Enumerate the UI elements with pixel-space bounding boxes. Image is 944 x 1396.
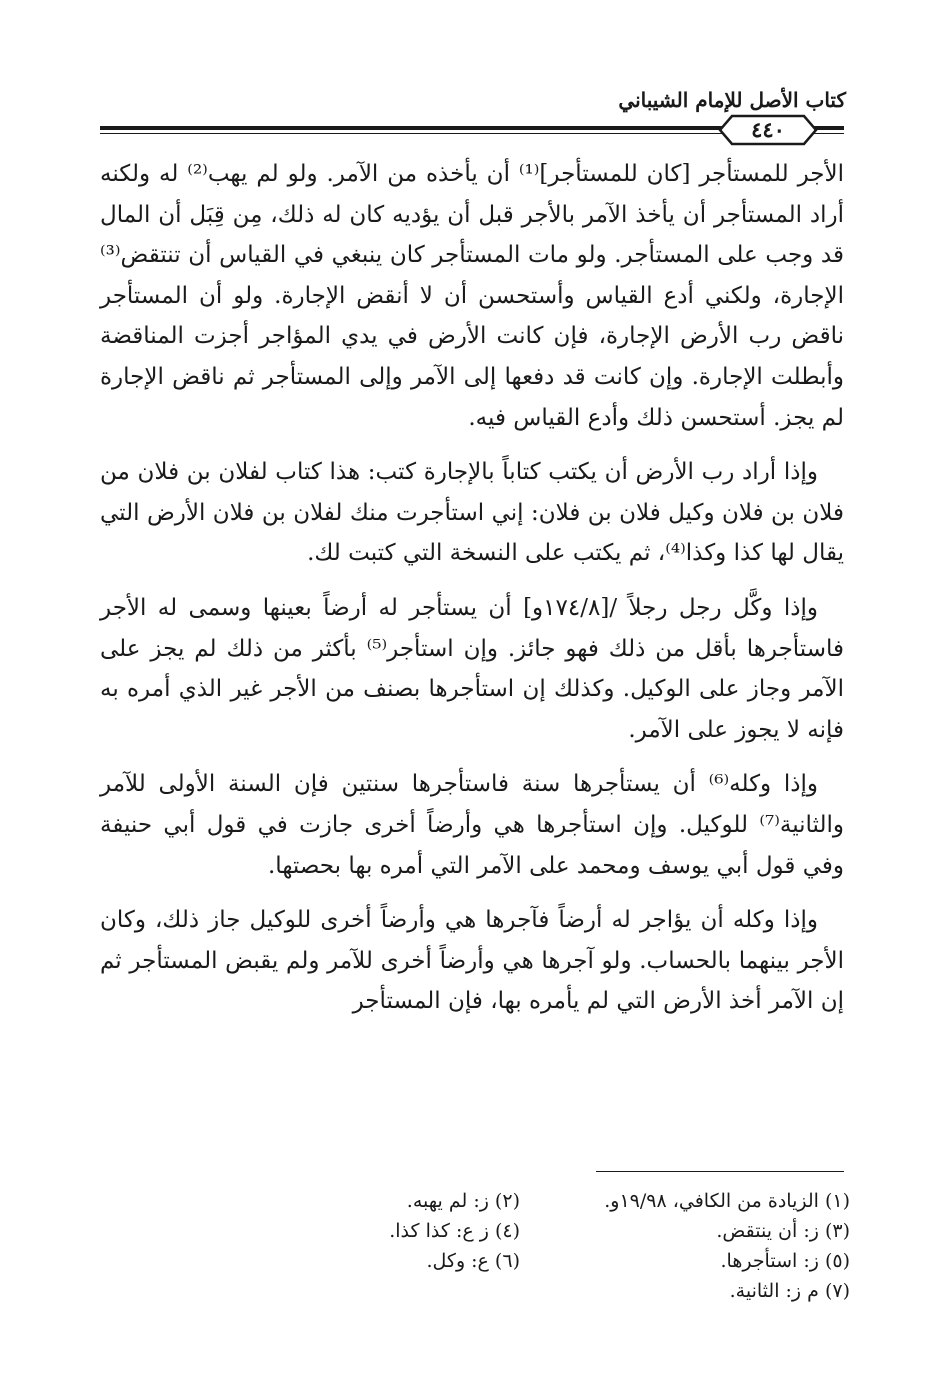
main-text (100, 154, 844, 1036)
page-number-badge (714, 112, 822, 148)
footnote-row (190, 1246, 850, 1276)
footnote: (٤) ز ع: كذا كذا. (389, 1220, 520, 1242)
paragraph: وإذا وكَّل رجل رجلاً /[١٧٤/٨و] أن يستأجر له أرضاً بعينها وسمى له الأجر فاستأجرها بأقل من ذلك فهو جائز. وإن استأجر⁽⁵⁾ بأكثر من ذلك لم يجز على الآمر وجاز على الوكيل. وكذلك إن استأجرها بصنف من الأجر غير الذي أمره به فإنه لا يجوز على الآمر. (100, 594, 845, 743)
paragraph: وإذا وكله⁽⁶⁾ أن يستأجرها سنة فاستأجرها سنتين فإن السنة الأولى للآمر والثانية⁽⁷⁾ للوكيل. وإن استأجرها هي وأرضاً أخرى جازت في قول أبي حنيفة وفي قول أبي يوسف ومحمد على الآمر التي أمره بها بحصتها. (100, 771, 844, 879)
paragraph: وإذا وكله أن يؤاجر له أرضاً فآجرها هي وأرضاً أخرى للوكيل جاز ذلك، وكان الأجر بينهما بالحساب. ولو آجرها هي وأرضاً أخرى للآمر ولم يقبض المستأجر ثم إن الآمر أخذ الأرض التي لم يأمره بها، فإن المستأجر (100, 907, 844, 1015)
footnote: (٣) ز: أن ينتقض. (716, 1220, 850, 1242)
running-header-title: كتاب الأصل للإمام الشيباني (618, 88, 846, 112)
footnote: (١) الزيادة من الكافي، ١٩/٩٨و. (604, 1190, 850, 1212)
paragraph: الأجر للمستأجر [كان للمستأجر]⁽¹⁾ أن يأخذه من الآمر. ولو لم يهب⁽²⁾ له ولكنه أراد المستأجر أن يأخذ الآمر بالأجر قبل أن يؤديه كان له ذلك، مِن قِبَل أن المال قد وجب على المستأجر. ولو مات المستأجر كان ينبغي في القياس أن تنتقض⁽³⁾ الإجارة، ولكني أدع القياس وأستحسن أن لا أنقض الإجارة. ولو أن المستأجر ناقض رب الأرض الإجارة، فإن كانت الأرض في يدي المؤاجر أجزت المناقضة وأبطلت الإجارة. وإن كانت قد دفعها إلى الآمر وإلى المستأجر ثم ناقض الإجارة لم يجز. أستحسن ذلك وأدع القياس فيه. (100, 161, 845, 431)
footnote: (٥) ز: استأجرها. (720, 1250, 850, 1272)
footnote-row (190, 1216, 850, 1246)
footnote-row (190, 1186, 850, 1216)
footnote: (٢) ز: لم يهبه. (406, 1190, 520, 1212)
footnote-row (190, 1276, 850, 1306)
footnotes (190, 1186, 850, 1306)
footnote: (٦) ع: وكل. (426, 1250, 520, 1272)
paragraph: وإذا أراد رب الأرض أن يكتب كتاباً بالإجارة كتب: هذا كتاب لفلان بن فلان من فلان بن فلان وكيل فلان بن فلان: إني استأجرت منك لفلان بن فلان الأرض التي يقال لها كذا وكذا⁽⁴⁾، ثم يكتب على النسخة التي كتبت لك. (100, 459, 844, 567)
footnote-separator (596, 1171, 844, 1172)
footnote: (٧) م ز: الثانية. (729, 1280, 850, 1302)
page-number: ٤٤٠ (751, 117, 785, 142)
